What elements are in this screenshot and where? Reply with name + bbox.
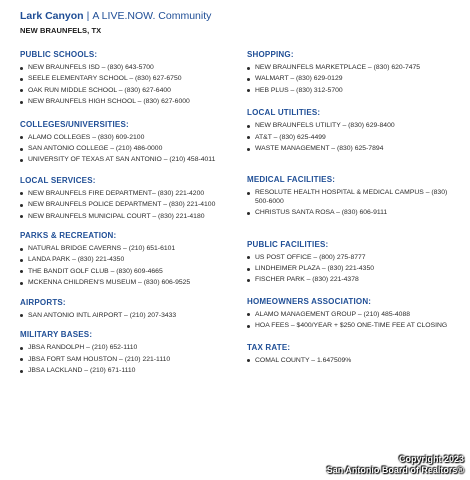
bullet-icon bbox=[20, 282, 23, 285]
section-public-facilities bbox=[247, 240, 457, 285]
bullet-icon bbox=[247, 148, 250, 151]
bullet-icon bbox=[247, 268, 250, 271]
contact-list bbox=[247, 254, 457, 285]
section-public-schools bbox=[20, 50, 242, 107]
list-item-text: HOA FEES – $400/YEAR + $250 ONE-TIME FEE AT CLOSING bbox=[255, 322, 448, 330]
list-item bbox=[20, 201, 242, 209]
list-item-text: HEB PLUS – (830) 312-5700 bbox=[255, 86, 343, 94]
list-item bbox=[247, 75, 457, 83]
list-item-text: OAK RUN MIDDLE SCHOOL – (830) 627-6400 bbox=[28, 86, 171, 94]
contact-list bbox=[20, 64, 242, 107]
section-heading: PUBLIC SCHOOLS: bbox=[20, 50, 98, 59]
bullet-icon bbox=[247, 325, 250, 328]
watermark-line-2: San Antonio Board of Realtors® bbox=[326, 465, 464, 475]
section-heading: COLLEGES/UNIVERSITIES: bbox=[20, 119, 129, 129]
list-item-text: WALMART – (830) 629-0129 bbox=[255, 75, 343, 83]
list-item bbox=[247, 189, 457, 206]
location-label: NEW BRAUNFELS, TX bbox=[20, 26, 102, 35]
list-item-text: MCKENNA CHILDREN'S MUSEUM – (830) 606-9525 bbox=[28, 279, 191, 287]
list-item bbox=[20, 98, 242, 106]
list-item-text: THE BANDIT GOLF CLUB – (830) 609-4665 bbox=[28, 267, 163, 275]
bullet-icon bbox=[20, 101, 23, 104]
list-item bbox=[20, 256, 242, 264]
bullet-icon bbox=[247, 359, 250, 362]
contact-list bbox=[247, 357, 457, 365]
bullet-icon bbox=[20, 67, 23, 70]
list-item bbox=[20, 75, 242, 83]
bullet-icon bbox=[247, 313, 250, 316]
section-medical-facilities bbox=[247, 175, 457, 217]
bullet-icon bbox=[20, 159, 23, 162]
list-item bbox=[20, 87, 242, 95]
list-item-text: RESOLUTE HEALTH HOSPITAL & MEDICAL CAMPUS – (830) 500-6000 bbox=[255, 189, 448, 205]
list-item bbox=[247, 265, 457, 273]
right-column bbox=[247, 50, 457, 368]
page-header bbox=[20, 10, 211, 35]
contact-list bbox=[20, 134, 242, 165]
list-item-text: JBSA LACKLAND – (210) 671-1110 bbox=[28, 366, 136, 374]
contact-list bbox=[247, 122, 457, 153]
copyright-watermark bbox=[327, 454, 464, 476]
bullet-icon bbox=[247, 89, 250, 92]
list-item-text: JBSA FORT SAM HOUSTON – (210) 221-1110 bbox=[28, 355, 171, 363]
community-name: Lark Canyon bbox=[20, 10, 84, 22]
list-item bbox=[247, 134, 457, 142]
list-item bbox=[20, 213, 242, 221]
list-item bbox=[20, 64, 242, 72]
bullet-icon bbox=[20, 215, 23, 218]
section-heading: SHOPPING: bbox=[247, 50, 294, 59]
watermark-line-1: Copyright 2023 bbox=[398, 454, 464, 464]
bullet-icon bbox=[247, 192, 250, 195]
list-item bbox=[20, 312, 242, 320]
section-tax-rate bbox=[247, 343, 457, 365]
list-item-text: NEW BRAUNFELS UTILITY – (830) 629-8400 bbox=[255, 122, 395, 130]
bullet-icon bbox=[20, 270, 23, 273]
list-item-text: LANDA PARK – (830) 221-4350 bbox=[28, 256, 125, 264]
section-colleges-universities bbox=[20, 120, 242, 165]
list-item bbox=[247, 64, 457, 72]
list-item-text: NEW BRAUNFELS MUNICIPAL COURT – (830) 221-4180 bbox=[28, 212, 205, 220]
list-item bbox=[20, 190, 242, 198]
list-item bbox=[247, 209, 457, 217]
title-separator: | bbox=[86, 10, 90, 22]
section-heading: PUBLIC FACILITIES: bbox=[247, 239, 329, 249]
bullet-icon bbox=[247, 212, 250, 215]
list-item bbox=[247, 87, 457, 95]
list-item-text: ALAMO MANAGEMENT GROUP – (210) 485-4088 bbox=[255, 310, 411, 318]
bullet-icon bbox=[20, 314, 23, 317]
list-item-text: US POST OFFICE – (800) 275-8777 bbox=[255, 253, 366, 261]
bullet-icon bbox=[247, 136, 250, 139]
list-item bbox=[247, 145, 457, 153]
section-heading: HOMEOWNERS ASSOCIATION: bbox=[247, 296, 372, 306]
list-item bbox=[20, 279, 242, 287]
list-item bbox=[20, 134, 242, 142]
list-item-text: ALAMO COLLEGES – (830) 609-2100 bbox=[28, 133, 145, 141]
community-tagline: A LIVE.NOW. Community bbox=[92, 10, 212, 22]
list-item-text: NEW BRAUNFELS POLICE DEPARTMENT – (830) 221-4100 bbox=[28, 201, 216, 209]
list-item-text: LINDHEIMER PLAZA – (830) 221-4350 bbox=[255, 265, 375, 273]
section-heading: PARKS & RECREATION: bbox=[20, 231, 117, 241]
list-item-text: SEELE ELEMENTARY SCHOOL – (830) 627-6750 bbox=[28, 75, 182, 83]
list-item-text: SAN ANTONIO COLLEGE – (210) 486-0000 bbox=[28, 145, 163, 153]
section-parks-recreation bbox=[20, 231, 242, 288]
section-heading: LOCAL SERVICES: bbox=[20, 175, 96, 185]
bullet-icon bbox=[247, 279, 250, 282]
bullet-icon bbox=[247, 67, 250, 70]
bullet-icon bbox=[20, 347, 23, 350]
bullet-icon bbox=[20, 248, 23, 251]
section-local-services bbox=[20, 176, 242, 221]
contact-list bbox=[247, 64, 457, 95]
section-airports bbox=[20, 298, 242, 320]
list-item-text: JBSA RANDOLPH – (210) 652-1110 bbox=[28, 344, 138, 352]
section-heading: MILITARY BASES: bbox=[20, 330, 93, 340]
list-item-text: NEW BRAUNFELS FIRE DEPARTMENT– (830) 221-4200 bbox=[28, 189, 205, 197]
bullet-icon bbox=[20, 148, 23, 151]
list-item bbox=[20, 356, 242, 364]
list-item bbox=[20, 145, 242, 153]
list-item-text: AT&T – (830) 625-4499 bbox=[255, 133, 326, 141]
bullet-icon bbox=[247, 125, 250, 128]
bullet-icon bbox=[247, 256, 250, 259]
section-heading: MEDICAL FACILITIES: bbox=[247, 175, 336, 185]
list-item-text: UNIVERSITY OF TEXAS AT SAN ANTONIO – (210) 458-4011 bbox=[28, 156, 216, 164]
list-item bbox=[247, 276, 457, 284]
bullet-icon bbox=[20, 192, 23, 195]
list-item bbox=[247, 311, 457, 319]
contact-list bbox=[20, 190, 242, 221]
list-item bbox=[20, 344, 242, 352]
section-heading: AIRPORTS: bbox=[20, 297, 66, 307]
list-item-text: SAN ANTONIO INTL AIRPORT – (210) 207-3433 bbox=[28, 311, 177, 319]
list-item-text: NATURAL BRIDGE CAVERNS – (210) 651-6101 bbox=[28, 245, 176, 253]
list-item-text: WASTE MANAGEMENT – (830) 625-7894 bbox=[255, 145, 384, 153]
contact-list bbox=[20, 312, 242, 320]
bullet-icon bbox=[20, 358, 23, 361]
bullet-icon bbox=[20, 370, 23, 373]
contact-list bbox=[20, 245, 242, 288]
bullet-icon bbox=[20, 136, 23, 139]
list-item bbox=[247, 322, 457, 330]
list-item bbox=[247, 254, 457, 262]
list-item-text: FISCHER PARK – (830) 221-4378 bbox=[255, 276, 359, 284]
bullet-icon bbox=[247, 78, 250, 81]
list-item-text: NEW BRAUNFELS MARKETPLACE – (830) 620-7475 bbox=[255, 64, 421, 71]
contact-list bbox=[247, 311, 457, 331]
list-item bbox=[20, 367, 242, 375]
list-item bbox=[20, 156, 242, 164]
list-item bbox=[20, 245, 242, 253]
section-homeowners-association bbox=[247, 297, 457, 331]
bullet-icon bbox=[20, 204, 23, 207]
section-shopping bbox=[247, 50, 457, 95]
bullet-icon bbox=[20, 259, 23, 262]
bullet-icon bbox=[20, 89, 23, 92]
list-item bbox=[247, 357, 457, 365]
list-item-text: NEW BRAUNFELS HIGH SCHOOL – (830) 627-6000 bbox=[28, 98, 190, 106]
list-item-text: NEW BRAUNFELS ISD – (830) 643-5700 bbox=[28, 64, 154, 71]
section-local-utilities bbox=[247, 108, 457, 153]
left-column bbox=[20, 50, 242, 378]
contact-list bbox=[247, 189, 457, 217]
list-item bbox=[20, 268, 242, 276]
section-military-bases bbox=[20, 330, 242, 375]
section-heading: LOCAL UTILITIES: bbox=[247, 108, 321, 118]
list-item-text: COMAL COUNTY – 1.647509% bbox=[255, 356, 352, 364]
section-heading: TAX RATE: bbox=[247, 342, 291, 352]
contact-list bbox=[20, 344, 242, 375]
title-line bbox=[20, 10, 211, 22]
bullet-icon bbox=[20, 78, 23, 81]
list-item bbox=[247, 122, 457, 130]
list-item-text: CHRISTUS SANTA ROSA – (830) 606-9111 bbox=[255, 209, 388, 217]
